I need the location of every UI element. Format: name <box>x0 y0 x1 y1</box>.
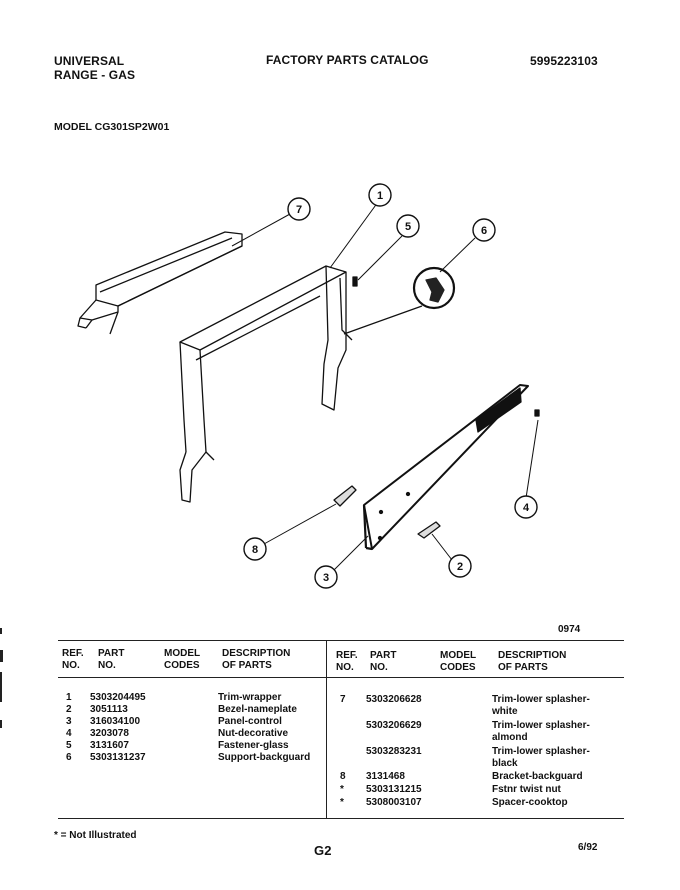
part-desc: Panel-control <box>218 716 282 727</box>
svg-text:1: 1 <box>376 190 384 202</box>
callout-7 <box>288 198 310 220</box>
part-desc-cont: white <box>492 706 518 717</box>
part-7-trim-lower-splasher <box>78 232 242 334</box>
part-desc: Spacer-cooktop <box>492 797 568 808</box>
callout-6 <box>473 219 495 241</box>
part-no: 5308003107 <box>366 797 422 808</box>
scan-margin-mark <box>0 628 2 634</box>
right-header-model: MODEL CODES <box>440 650 477 673</box>
callout-1 <box>369 184 391 206</box>
svg-text:5: 5 <box>404 221 412 233</box>
part-desc: Bracket-backguard <box>492 771 583 782</box>
callout-2 <box>449 555 471 577</box>
svg-text:2: 2 <box>456 561 464 573</box>
ref-no: 8 <box>340 771 346 782</box>
part-desc: Trim-lower splasher- <box>492 694 590 705</box>
ref-no: 5 <box>66 740 72 751</box>
part-2-bezel-nameplate <box>418 522 440 538</box>
part-no: 5303131237 <box>90 752 146 763</box>
model-number: MODEL CG301SP2W01 <box>54 121 170 133</box>
callout-3 <box>315 566 337 588</box>
table-divider <box>326 640 327 818</box>
left-header-ref: REF. NO. <box>62 648 84 671</box>
part-5-fastener <box>353 277 357 286</box>
right-header-ref: REF. NO. <box>336 650 358 673</box>
part-desc-cont: black <box>492 758 518 769</box>
part-no: 3203078 <box>90 728 129 739</box>
right-header-part: PART NO. <box>370 650 397 673</box>
table-header-rule <box>58 677 624 678</box>
svg-text:8: 8 <box>251 544 259 556</box>
part-3-panel-control <box>364 385 528 549</box>
part-1-trim-wrapper <box>180 266 352 502</box>
left-header-desc: DESCRIPTION OF PARTS <box>222 648 291 671</box>
table-bottom-rule <box>58 818 624 819</box>
part-no: 3051113 <box>90 704 128 715</box>
part-desc-cont: almond <box>492 732 528 743</box>
part-desc: Trim-wrapper <box>218 692 282 703</box>
ref-no: 3 <box>66 716 72 727</box>
page-number: G2 <box>314 843 332 858</box>
part-no: 5303204495 <box>90 692 146 703</box>
part-no: 3131468 <box>366 771 405 782</box>
part-desc: Bezel-nameplate <box>218 704 297 715</box>
svg-text:6: 6 <box>480 225 488 237</box>
part-desc: Fstnr twist nut <box>492 784 561 795</box>
part-no: 316034100 <box>90 716 141 727</box>
table-top-rule <box>58 640 624 641</box>
part-no: 5303131215 <box>366 784 422 795</box>
ref-no: * <box>340 797 344 808</box>
part-desc: Nut-decorative <box>218 728 289 739</box>
left-header-model: MODEL CODES <box>164 648 201 671</box>
ref-no: 7 <box>340 694 346 705</box>
part-desc: Trim-lower splasher- <box>492 720 590 731</box>
ref-no: 4 <box>66 728 72 739</box>
callout-8 <box>244 538 266 560</box>
callout-4 <box>515 496 537 518</box>
part-desc: Trim-lower splasher- <box>492 746 590 757</box>
part-8-bracket <box>334 486 356 506</box>
part-no: 5303206628 <box>366 694 422 705</box>
part-desc: Support-backguard <box>218 752 311 763</box>
part-desc: Fastener-glass <box>218 740 289 751</box>
scan-margin-mark <box>0 672 2 702</box>
exploded-parts-diagram <box>0 150 680 620</box>
left-header-part: PART NO. <box>98 648 125 671</box>
ref-no: 2 <box>66 704 72 715</box>
revision-date: 6/92 <box>578 842 598 853</box>
svg-text:3: 3 <box>322 572 330 584</box>
scan-margin-mark <box>0 720 2 728</box>
part-4-nut-decorative <box>535 410 539 416</box>
svg-text:4: 4 <box>522 502 530 514</box>
right-header-desc: DESCRIPTION OF PARTS <box>498 650 567 673</box>
ref-no: * <box>340 784 344 795</box>
catalog-title: FACTORY PARTS CATALOG <box>266 53 429 67</box>
brand-line-2: RANGE - GAS <box>54 68 136 82</box>
ref-no: 1 <box>66 692 72 703</box>
diagram-code: 0974 <box>558 624 581 635</box>
footnote-not-illustrated: * = Not Illustrated <box>54 830 137 841</box>
part-no: 5303283231 <box>366 746 422 757</box>
brand-line-1: UNIVERSAL <box>54 54 125 68</box>
part-no: 3131607 <box>90 740 129 751</box>
ref-no: 6 <box>66 752 72 763</box>
catalog-number: 5995223103 <box>530 54 598 68</box>
scan-margin-mark <box>0 650 3 662</box>
svg-text:7: 7 <box>295 204 303 216</box>
callout-5 <box>397 215 419 237</box>
part-no: 5303206629 <box>366 720 422 731</box>
